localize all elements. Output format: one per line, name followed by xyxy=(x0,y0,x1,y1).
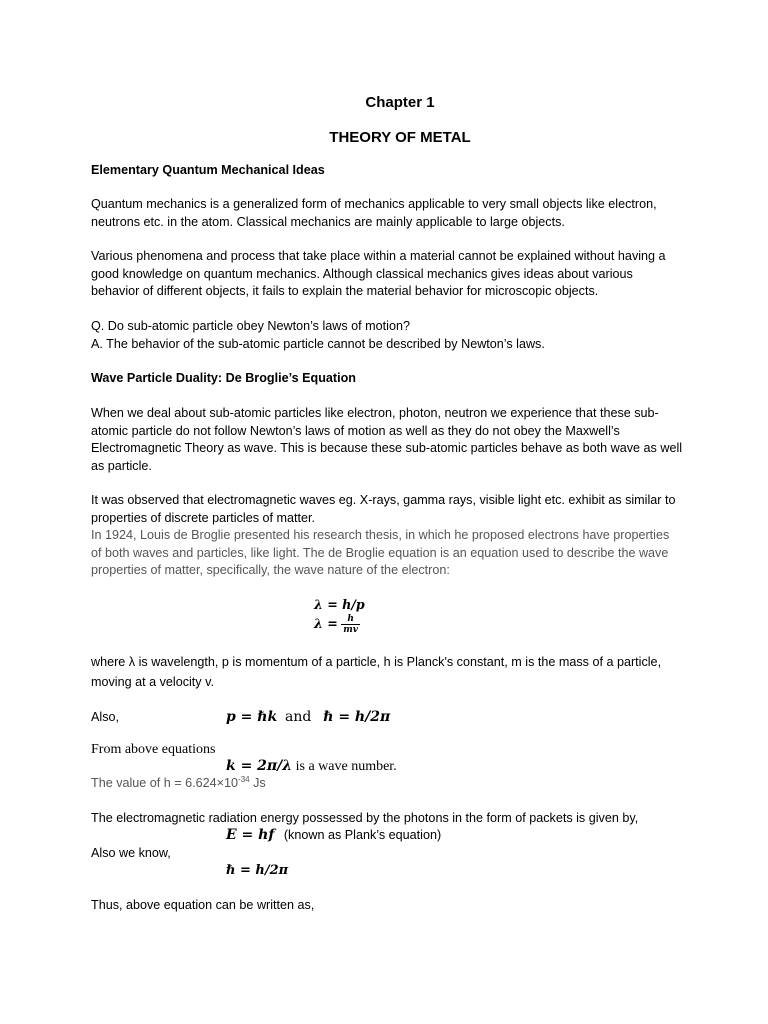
text-line: It was observed that electromagnetic waves eg. X-rays, gamma rays, visible light etc. exhibit as similar to xyxy=(91,493,676,507)
text-line: of both waves and particles, like light. The de Broglie equation is an equation used to describe the wave xyxy=(91,545,669,560)
section-heading-wave-particle: Wave Particle Duality: De Broglie’s Equation xyxy=(91,371,356,385)
chapter-label: Chapter 1 xyxy=(365,94,435,111)
equation-momentum xyxy=(226,708,390,727)
paragraph-subatomic xyxy=(91,405,681,475)
equation-e-hf: E = hf xyxy=(226,827,275,843)
text-line: as particle. xyxy=(91,458,152,473)
text-line: good knowledge on quantum mechanics. Although classical mechanics gives ideas about various xyxy=(91,266,633,281)
text-line: Various phenomena and process that take place within a material cannot be explained without having a xyxy=(91,249,666,263)
equation-lhs: λ = xyxy=(314,615,338,631)
planck-value-unit: Js xyxy=(249,776,266,790)
fraction xyxy=(341,614,360,635)
equation-p-hbar-k: p = ℏk xyxy=(226,709,278,725)
equation-wave-number xyxy=(226,758,397,776)
wave-number-text: is a wave number. xyxy=(295,759,397,774)
paragraph-de-broglie xyxy=(91,527,681,580)
paragraph-em-waves xyxy=(91,492,681,527)
text-line: properties of discrete particles of matter. xyxy=(91,510,315,525)
equation-lambda-h-over-p: λ = h/p xyxy=(314,597,365,612)
energy-line: The electromagnetic radiation energy possessed by the photons in the form of packets is given by, xyxy=(91,811,639,825)
qa-block xyxy=(91,318,681,353)
text-line: properties of matter, specifically, the wave nature of the electron: xyxy=(91,563,450,578)
equation-lambda-h-over-mv xyxy=(314,614,360,635)
text-line: atomic particle do not follow Newton’s laws of motion as well as they do not obey the Maxwell’s xyxy=(91,423,620,438)
thus-line: Thus, above equation can be written as, xyxy=(91,898,315,912)
section-heading-quantum: Elementary Quantum Mechanical Ideas xyxy=(91,163,325,177)
fraction-denominator: mv xyxy=(343,625,359,635)
text-line: behavior of different objects, it fails to explain the material behavior for microscopic objects. xyxy=(91,284,599,299)
text-line: Electromagnetic Theory as wave. This is because these sub-atomic particles behave as both wave as well xyxy=(91,441,683,456)
answer-text: A. The behavior of the sub-atomic particle cannot be described by Newton’s laws. xyxy=(91,336,545,351)
plank-equation-note: (known as Plank’s equation) xyxy=(283,828,442,842)
planck-value-prefix: The value of h = 6.624×10 xyxy=(91,776,239,790)
fraction-numerator: h xyxy=(341,614,360,625)
equation-hbar: ℏ = h/2π xyxy=(323,709,391,725)
text-line: neutrons etc. in the atom. Classical mechanics are mainly applicable to large objects. xyxy=(91,214,565,229)
also-we-know: Also we know, xyxy=(91,846,171,860)
and-word: and xyxy=(285,709,312,725)
also-label: Also, xyxy=(91,710,119,724)
paragraph-where xyxy=(91,654,681,691)
planck-value xyxy=(91,775,266,793)
text-line: Quantum mechanics is a generalized form of mechanics applicable to very small objects like electron, xyxy=(91,197,657,211)
text-line: In 1924, Louis de Broglie presented his research thesis, in which he proposed electrons have properties xyxy=(91,528,670,542)
planck-value-exponent: -34 xyxy=(238,774,250,784)
paragraph-quantum-definition xyxy=(91,196,681,231)
text-line: where λ is wavelength, p is momentum of a particle, h is Planck's constant, m is the mass of a particle, xyxy=(91,655,662,669)
question-text: Q. Do sub-atomic particle obey Newton’s laws of motion? xyxy=(91,319,410,333)
text-line: When we deal about sub-atomic particles like electron, photon, neutron we experience that these sub- xyxy=(91,406,659,420)
paragraph-phenomena xyxy=(91,248,681,301)
equation-hbar-definition: ℏ = h/2π xyxy=(226,863,289,878)
text-line: moving at a velocity v. xyxy=(91,674,214,689)
equation-energy xyxy=(226,827,441,845)
chapter-title: THEORY OF METAL xyxy=(329,129,471,146)
equation-k: k = 2π/λ xyxy=(226,758,293,774)
from-above-label: From above equations xyxy=(91,742,216,757)
